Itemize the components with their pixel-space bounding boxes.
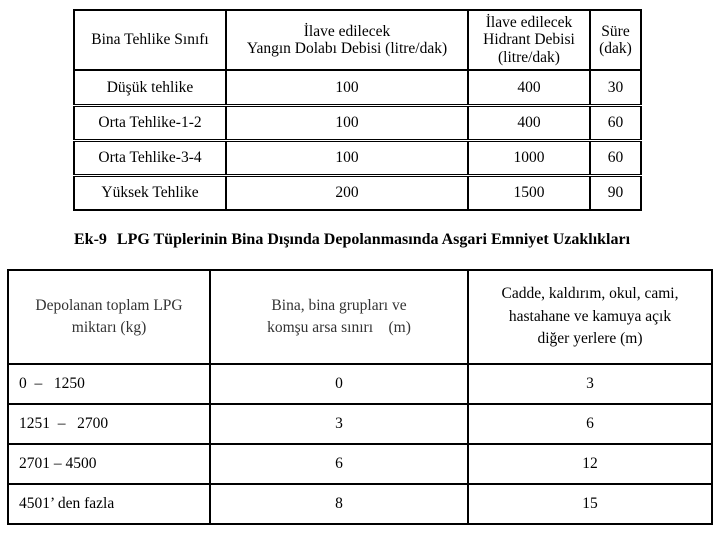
caption-title: LPG Tüplerinin Bina Dışında Depolanmasında Asgari Emniyet Uzaklıkları	[116, 231, 631, 248]
table-cell: 100	[226, 105, 468, 140]
header-cabinet-flow: İlave edilecek Yangın Dolabı Debisi (litre/dak)	[226, 10, 468, 70]
header-building-distance: Bina, bina grupları ve komşu arsa sınırı (m)	[210, 270, 468, 364]
table-cell: 4501’ den fazla	[8, 484, 210, 524]
lpg-distance-table	[7, 269, 713, 525]
header-public-distance: Cadde, kaldırım, okul, cami, hastahane ve kamuya açık diğer yerlere (m)	[468, 270, 712, 364]
table-cell: 3	[210, 404, 468, 444]
table-row	[74, 140, 641, 175]
table-cell: 6	[468, 404, 712, 444]
section-caption	[74, 231, 714, 249]
table-row	[8, 444, 712, 484]
table-cell: 1500	[468, 175, 590, 210]
table-row	[8, 404, 712, 444]
header-duration: Süre (dak)	[590, 10, 641, 70]
table-cell: 30	[590, 70, 641, 105]
table-cell: 60	[590, 105, 641, 140]
table-row	[8, 484, 712, 524]
table-cell: Orta Tehlike-3-4	[74, 140, 226, 175]
table-cell: 200	[226, 175, 468, 210]
table-cell: Düşük tehlike	[74, 70, 226, 105]
table-row	[74, 70, 641, 105]
table-cell: 8	[210, 484, 468, 524]
table-cell: 1251 – 2700	[8, 404, 210, 444]
fire-flow-table	[73, 9, 642, 211]
table-cell: 15	[468, 484, 712, 524]
table-header-row	[74, 10, 641, 70]
table-cell: 6	[210, 444, 468, 484]
table-cell: 400	[468, 70, 590, 105]
header-hydrant-flow: İlave edilecek Hidrant Debisi (litre/dak)	[468, 10, 590, 70]
table-cell: 3	[468, 364, 712, 404]
table-cell: 100	[226, 140, 468, 175]
table-cell: 400	[468, 105, 590, 140]
table-cell: 0 – 1250	[8, 364, 210, 404]
header-lpg-amount: Depolanan toplam LPG miktarı (kg)	[8, 270, 210, 364]
table-header-row	[8, 270, 712, 364]
table-cell: Yüksek Tehlike	[74, 175, 226, 210]
table-row	[74, 175, 641, 210]
table-row	[8, 364, 712, 404]
table-cell: Orta Tehlike-1-2	[74, 105, 226, 140]
table-cell: 12	[468, 444, 712, 484]
table-cell: 60	[590, 140, 641, 175]
table-cell: 2701 – 4500	[8, 444, 210, 484]
table-cell: 100	[226, 70, 468, 105]
table-cell: 90	[590, 175, 641, 210]
table-row	[74, 105, 641, 140]
table-cell: 0	[210, 364, 468, 404]
header-hazard-class: Bina Tehlike Sınıfı	[74, 10, 226, 70]
caption-number: Ek-9	[74, 231, 107, 248]
table-cell: 1000	[468, 140, 590, 175]
